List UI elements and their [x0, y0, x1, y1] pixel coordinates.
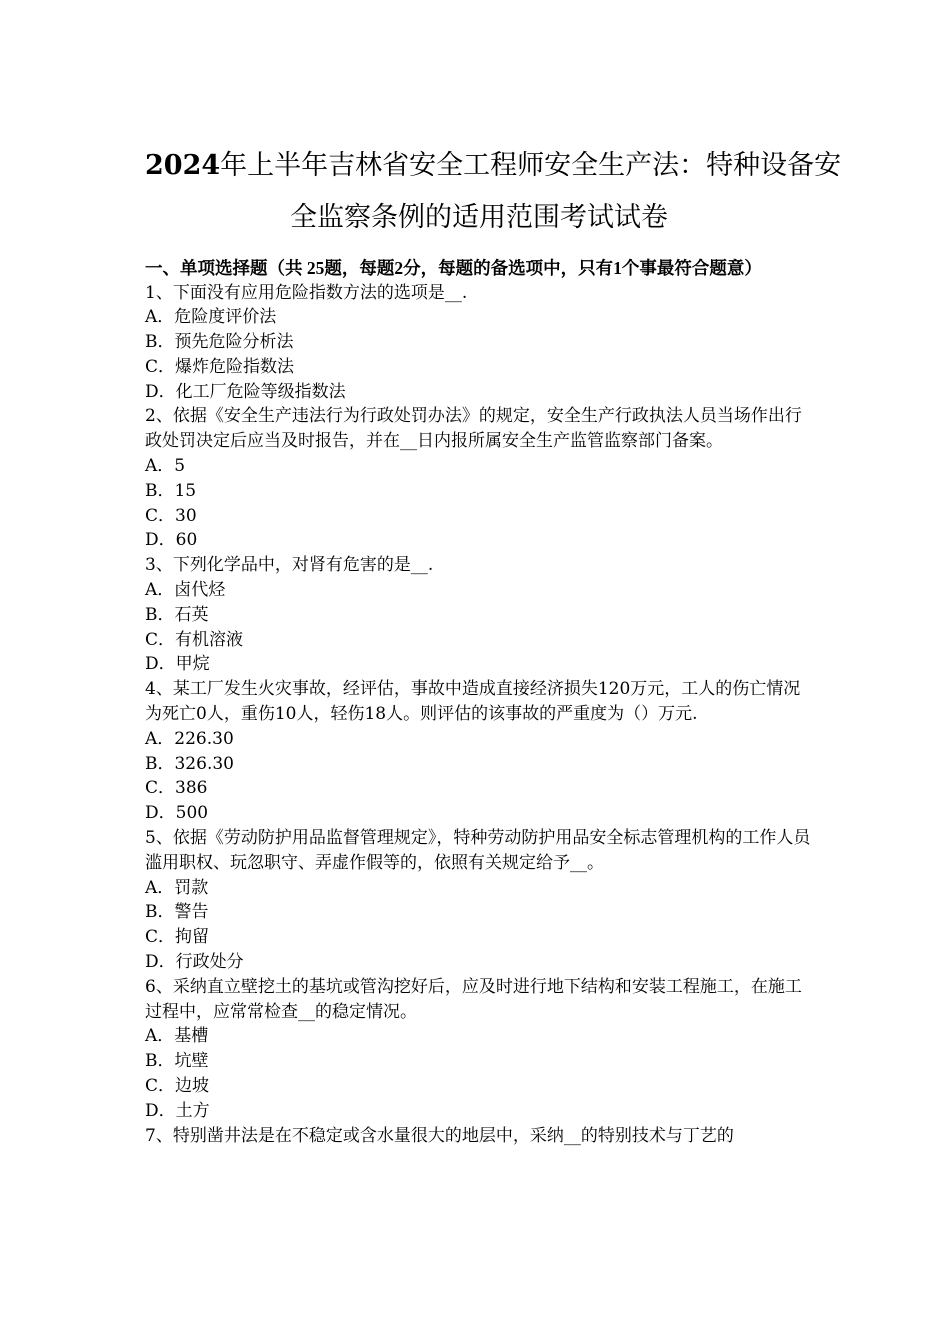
answer-option: A．226.30	[145, 728, 234, 749]
answer-option: B．警告	[145, 902, 209, 923]
question-text: 5、依据《劳动防护用品监督管理规定》，特种劳动防护用品安全标志管理机构的工作人员滥用职权、玩忽职守、弄虚作假等的，依照有关规定给予__。	[145, 828, 811, 873]
section-heading: 一、单项选择题（共 25题，每题2分，每题的备选项中，只有1个事最符合题意）	[145, 258, 762, 278]
answer-option: A．罚款	[145, 877, 209, 898]
question-text: 1、下面没有应用危险指数方法的选项是__.	[145, 282, 468, 303]
answer-option: C．386	[145, 778, 208, 799]
document-title-line-1	[145, 140, 842, 192]
answer-option: D．甲烷	[145, 654, 210, 675]
answer-option: C．爆炸危险指数法	[145, 356, 295, 377]
answer-option: B．15	[145, 480, 197, 501]
answer-option: A．危险度评价法	[145, 307, 277, 328]
answer-option: B．326.30	[145, 753, 234, 774]
question-text: 7、特别凿井法是在不稳定或含水量很大的地层中，采纳__的特别技术与丁艺的	[145, 1125, 734, 1146]
answer-option: A．卤代烃	[145, 580, 226, 601]
answer-option: B．预先危险分析法	[145, 332, 294, 353]
answer-option: A．5	[145, 456, 186, 477]
title-year: 2024	[145, 150, 221, 181]
question-text: 6、采纳直立壁挖土的基坑或管沟挖好后，应及时进行地下结构和安装工程施工，在施工过程中，应常常检查__的稳定情况。	[145, 976, 802, 1022]
answer-option: C．边坡	[145, 1076, 210, 1096]
answer-option: C．有机溶液	[145, 629, 244, 650]
title-text: 年上半年吉林省安全工程师安全生产法：特种设备安	[220, 150, 842, 181]
answer-option: D．60	[145, 530, 198, 551]
answer-option: A．基槽	[145, 1026, 209, 1047]
answer-option: D．土方	[145, 1100, 210, 1121]
answer-option: C．30	[145, 505, 197, 526]
question-text: 4、某工厂发生火灾事故，经评估，事故中造成直接经济损失120万元，工人的伤亡情况为死亡0人，重伤10人，轻伤18人。则评估的该事故的严重度为（）万元.	[145, 679, 801, 725]
document-title-line-2: 全监察条例的适用范围考试试卷	[290, 202, 668, 233]
question-text: 2、依据《安全生产违法行为行政处罚办法》的规定，安全生产行政执法人员当场作出行政处罚决定后应当及时报告，并在__日内报所属安全生产监管监察部门备案。	[145, 406, 802, 452]
question-text: 3、下列化学品中，对肾有危害的是__.	[145, 555, 434, 576]
answer-option: D．化工厂危险等级指数法	[145, 381, 346, 402]
answer-option: B．坑壁	[145, 1051, 209, 1072]
document-page	[145, 140, 842, 1148]
answer-option: D．500	[145, 803, 209, 824]
answer-option: B．石英	[145, 604, 209, 625]
question-list	[145, 281, 813, 1149]
answer-option: C．拘留	[145, 927, 210, 948]
answer-option: D．行政处分	[145, 952, 244, 973]
